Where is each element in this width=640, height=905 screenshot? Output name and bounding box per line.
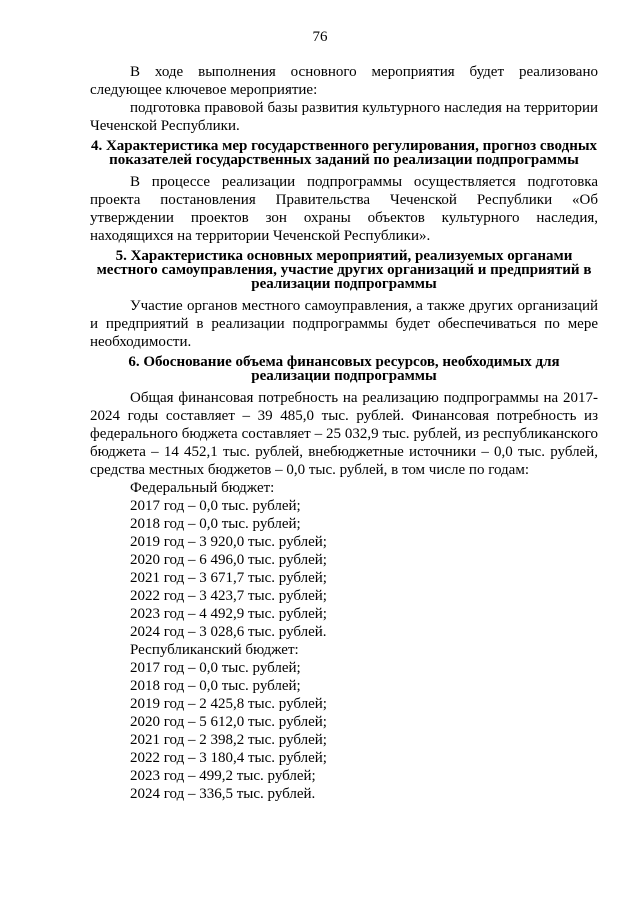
- republic-budget-year: 2017 год – 0,0 тыс. рублей;: [130, 660, 301, 676]
- federal-budget-year: 2021 год – 3 671,7 тыс. рублей;: [130, 570, 327, 586]
- republic-budget-label: Республиканский бюджет:: [130, 642, 299, 658]
- intro-paragraph-2: подготовка правовой базы развития культурного наследия на территории Чеченской Республики.: [90, 100, 598, 134]
- federal-budget-year: 2023 год – 4 492,9 тыс. рублей;: [130, 606, 327, 622]
- republic-budget-year: 2023 год – 499,2 тыс. рублей;: [130, 768, 316, 784]
- section-4-heading: 4. Характеристика мер государственного регулирования, прогноз сводных показателей государственных заданий по реализации подпрограммы: [90, 138, 598, 168]
- federal-budget-label: Федеральный бюджет:: [130, 480, 275, 496]
- section-6-heading: 6. Обоснование объема финансовых ресурсов, необходимых для реализации подпрограммы: [128, 354, 560, 384]
- republic-budget-year: 2022 год – 3 180,4 тыс. рублей;: [130, 750, 327, 766]
- federal-budget-year: 2022 год – 3 423,7 тыс. рублей;: [130, 588, 327, 604]
- federal-budget-year: 2018 год – 0,0 тыс. рублей;: [130, 516, 301, 532]
- republic-budget-year: 2021 год – 2 398,2 тыс. рублей;: [130, 732, 327, 748]
- section-6-paragraph: Общая финансовая потребность на реализацию подпрограммы на 2017-2024 годы составляет – 39 485,0 тыс. рублей. Финансовая потребность из федерального бюджета составляет – 25 032,9 тыс. рублей, из республиканского бюджета – 14 452,1 тыс. рублей, внебюджетные источники – 0,0 тыс. рублей, средства местных бюджетов – 0,0 тыс. рублей, в том числе по годам:: [90, 390, 598, 478]
- republic-budget-year: 2024 год – 336,5 тыс. рублей.: [130, 786, 316, 802]
- federal-budget-year: 2019 год – 3 920,0 тыс. рублей;: [130, 534, 327, 550]
- page-number: 76: [312, 29, 328, 45]
- republic-budget-year: 2019 год – 2 425,8 тыс. рублей;: [130, 696, 327, 712]
- section-5-paragraph: Участие органов местного самоуправления, а также других организаций и предприятий в реализации подпрограммы будет обеспечиваться по мере необходимости.: [90, 298, 598, 350]
- republic-budget-year: 2020 год – 5 612,0 тыс. рублей;: [130, 714, 327, 730]
- federal-budget-year: 2020 год – 6 496,0 тыс. рублей;: [130, 552, 327, 568]
- page-content: [90, 63, 598, 803]
- federal-budget-year: 2024 год – 3 028,6 тыс. рублей.: [130, 624, 327, 640]
- federal-budget-list: [90, 479, 598, 803]
- section-5-heading: 5. Характеристика основных мероприятий, реализуемых органами местного самоуправления, участие других организаций и предприятий в реализации подпрограммы: [96, 248, 592, 292]
- section-4-paragraph: В процессе реализации подпрограммы осуществляется подготовка проекта постановления Правительства Чеченской Республики «Об утверждении проектов зон охраны объектов культурного наследия, находящихся на территории Чеченской Республики».: [90, 174, 598, 244]
- intro-paragraph: В ходе выполнения основного мероприятия будет реализовано следующее ключевое мероприятие:: [90, 64, 598, 98]
- federal-budget-year: 2017 год – 0,0 тыс. рублей;: [130, 498, 301, 514]
- republic-budget-year: 2018 год – 0,0 тыс. рублей;: [130, 678, 301, 694]
